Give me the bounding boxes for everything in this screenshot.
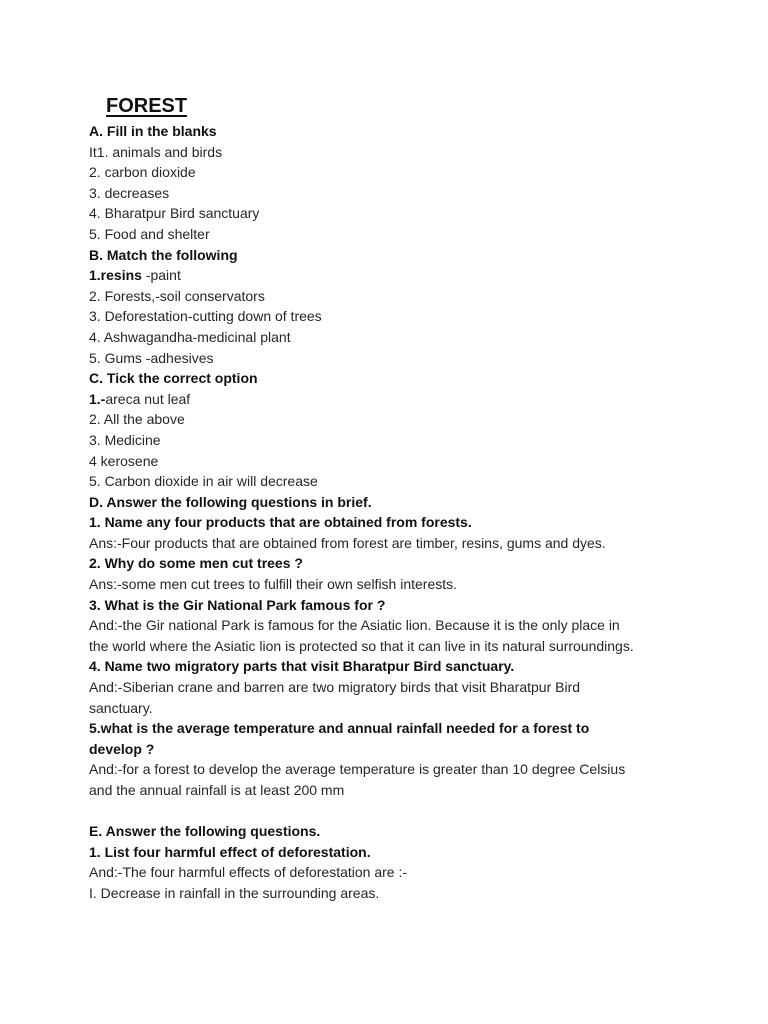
section-c-item-1-text: areca nut leaf [105,390,191,407]
section-d-question-5-line-1: 5.what is the average temperature and annual rainfall needed for a forest to [89,720,590,737]
section-b-item-4: 4. Ashwagandha-medicinal plant [89,328,291,345]
section-d-question-4: 4. Name two migratory parts that visit Bharatpur Bird sanctuary. [89,658,515,675]
section-a-item-4: 4. Bharatpur Bird sanctuary [89,205,260,222]
section-d-question-5-line-2: develop ? [89,740,155,757]
section-b-item-1-label: 1.resins [89,267,142,284]
section-b-item-1 [89,265,709,286]
document-body [89,121,709,904]
section-e-heading: E. Answer the following questions. [89,823,321,840]
section-b-heading: B. Match the following [89,246,238,263]
section-e-answer-1: And:-The four harmful effects of deforestation are :- [89,864,408,881]
section-e-answer-1-point-1: I. Decrease in rainfall in the surrounding areas. [89,884,380,901]
section-b-item-3: 3. Deforestation-cutting down of trees [89,308,322,325]
section-e-question-1: 1. List four harmful effect of deforestation. [89,843,371,860]
section-d-answer-1: Ans:-Four products that are obtained from forest are timber, resins, gums and dyes. [89,534,606,551]
section-c-item-4: 4 kerosene [89,452,159,469]
section-c-item-1 [89,389,709,410]
section-c-item-3: 3. Medicine [89,431,161,448]
section-d-question-2: 2. Why do some men cut trees ? [89,555,303,572]
section-b-item-1-text: -paint [141,267,181,284]
section-d-answer-5-line-1: And:-for a forest to develop the average temperature is greater than 10 degree Celsius [89,761,626,778]
section-a-item-1: It1. animals and birds [89,143,223,160]
section-d-answer-3-line-1: And:-the Gir national Park is famous for the Asiatic lion. Because it is the only place in [89,617,620,634]
section-c-item-5: 5. Carbon dioxide in air will decrease [89,473,318,490]
section-a-heading: A. Fill in the blanks [89,123,217,139]
section-c-heading: C. Tick the correct option [89,370,258,387]
blank-line [89,801,709,822]
section-b-item-5: 5. Gums -adhesives [89,349,214,366]
section-b-item-2: 2. Forests,-soil conservators [89,287,265,304]
section-a-item-3: 3. decreases [89,184,170,201]
section-c-item-1-label: 1.- [89,390,106,407]
section-a-item-5: 5. Food and shelter [89,225,210,242]
section-d-answer-2: Ans:-some men cut trees to fulfill their own selfish interests. [89,576,458,593]
section-d-question-3: 3. What is the Gir National Park famous for ? [89,596,386,613]
section-d-heading: D. Answer the following questions in brief. [89,493,372,510]
page-title: FOREST [106,95,188,117]
section-d-answer-3-line-2: the world where the Asiatic lion is protected so that it can live in its natural surroundings. [89,637,634,654]
section-a-item-2: 2. carbon dioxide [89,164,196,181]
section-d-answer-4-line-2: sanctuary. [89,699,153,716]
section-c-item-2: 2. All the above [89,411,185,428]
section-d-answer-4-line-1: And:-Siberian crane and barren are two migratory birds that visit Bharatpur Bird [89,679,581,696]
section-d-question-1: 1. Name any four products that are obtained from forests. [89,514,472,531]
section-d-answer-5-line-2: and the annual rainfall is at least 200 mm [89,782,345,798]
